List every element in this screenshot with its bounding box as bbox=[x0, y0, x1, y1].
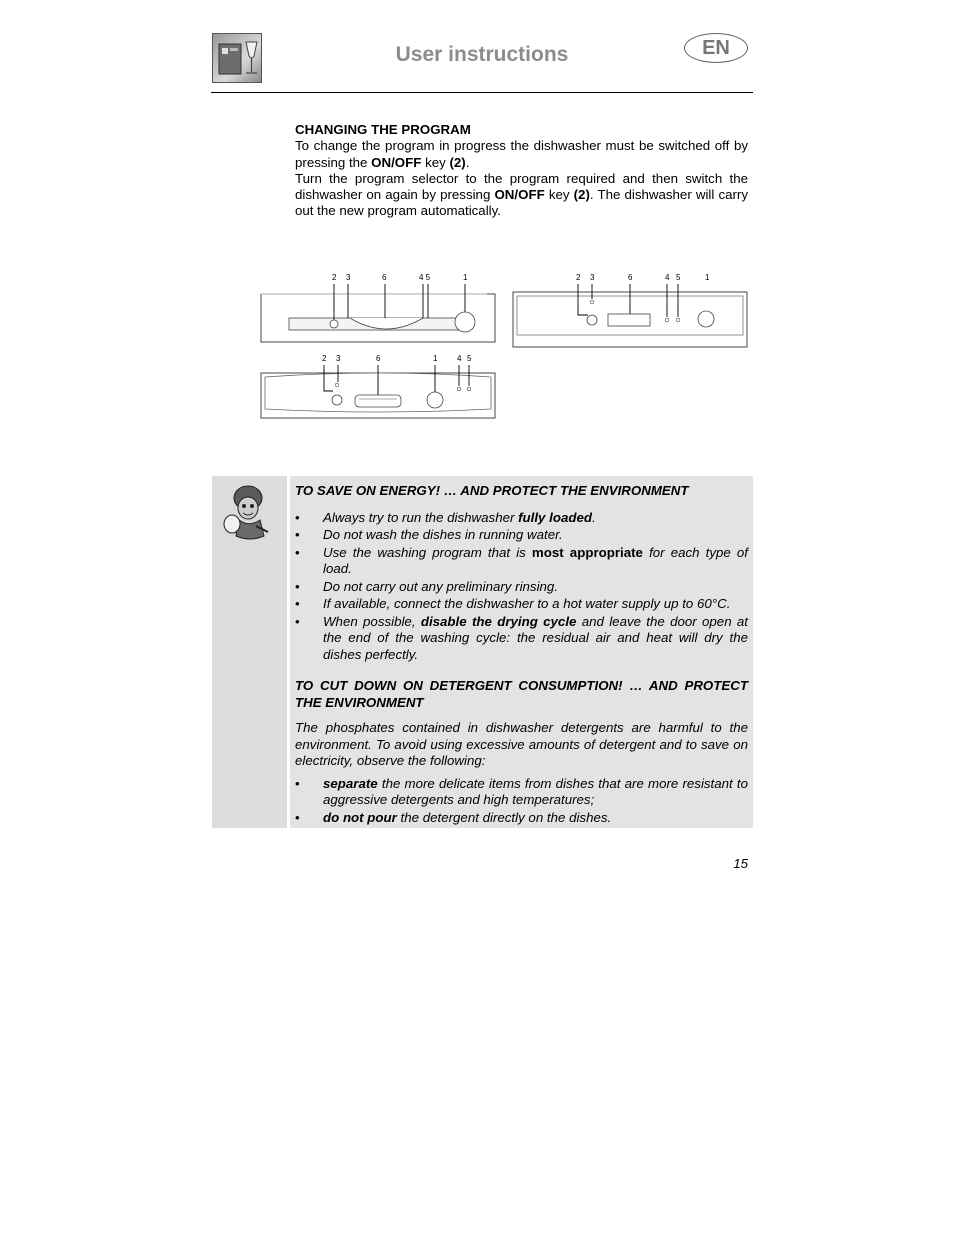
paragraph-switch-off: To change the program in progress the dishwasher must be switched off by pressing the ON/OFF key (2). bbox=[295, 138, 748, 170]
panel-label: 1 bbox=[433, 354, 438, 363]
list-item: • Do not wash the dishes in running water. bbox=[295, 527, 563, 542]
panel-label: 2 bbox=[576, 273, 581, 282]
language-badge: EN bbox=[684, 33, 748, 63]
panel-label: 4 bbox=[457, 354, 462, 363]
panel-label: 5 bbox=[467, 354, 472, 363]
panel-label: 6 bbox=[382, 273, 387, 282]
energy-heading: TO SAVE ON ENERGY! … AND PROTECT THE ENVIRONMENT bbox=[295, 483, 689, 498]
panel-label: 1 bbox=[705, 273, 710, 282]
column-divider bbox=[287, 476, 290, 828]
list-item: • Always try to run the dishwasher fully loaded. bbox=[295, 509, 596, 525]
panel-label: 6 bbox=[628, 273, 633, 282]
control-panel-diagram-a bbox=[255, 268, 505, 358]
panel-label: 2 bbox=[322, 354, 327, 363]
panel-label: 3 bbox=[590, 273, 595, 282]
detergent-heading: TO CUT DOWN ON DETERGENT CONSUMPTION! … AND PROTECT THE ENVIRONMENT bbox=[295, 678, 748, 710]
tips-icon-column bbox=[212, 476, 287, 828]
panel-label: 2 bbox=[332, 273, 337, 282]
list-item: • Do not carry out any preliminary rinsing. bbox=[295, 578, 559, 594]
control-panel-diagram-b bbox=[508, 268, 753, 353]
control-panel-diagram-c bbox=[255, 349, 505, 424]
panel-label: 3 bbox=[336, 354, 341, 363]
list-item: • do not pour the detergent directly on the dishes. bbox=[295, 809, 612, 825]
energy-tips-list bbox=[295, 510, 748, 664]
list-item: • If available, connect the dishwasher to a hot water supply up to 60°C. bbox=[295, 596, 731, 611]
page-number: 15 bbox=[733, 856, 748, 871]
panel-label: 4 5 bbox=[419, 273, 431, 282]
paragraph-switch-on: Turn the program selector to the program required and then switch the dishwasher on again by pressing ON/OFF key (2). The dishwasher will carry out the new program automatically. bbox=[295, 170, 748, 219]
changing-program-section bbox=[295, 122, 748, 220]
list-item: • Use the washing program that is most appropriate for each type of load. bbox=[295, 544, 748, 576]
page-title: User instructions bbox=[395, 43, 569, 66]
environment-tips-text bbox=[295, 483, 748, 827]
list-item: • When possible, disable the drying cycle and leave the door open at the end of the washing cycle: the residual air and heat will dry the dishes perfectly. bbox=[295, 613, 748, 662]
panel-label: 3 bbox=[346, 273, 351, 282]
panel-label: 4 bbox=[665, 273, 670, 282]
list-item: • separate the more delicate items from dishes that are more resistant to aggressive detergents and high temperatures; bbox=[295, 775, 748, 807]
dishwasher-logo-icon bbox=[212, 33, 262, 83]
panel-label: 1 bbox=[463, 273, 468, 282]
detergent-intro: The phosphates contained in dishwasher detergents are harmful to the environment. To avoid using excessive amounts of detergent and to save on electricity, observe the following: bbox=[295, 720, 748, 768]
detergent-tips-list bbox=[295, 776, 748, 827]
panel-label: 6 bbox=[376, 354, 381, 363]
section-heading: CHANGING THE PROGRAM bbox=[295, 122, 471, 137]
header-divider bbox=[211, 92, 753, 93]
mascot-icon bbox=[212, 476, 287, 556]
panel-label: 5 bbox=[676, 273, 681, 282]
